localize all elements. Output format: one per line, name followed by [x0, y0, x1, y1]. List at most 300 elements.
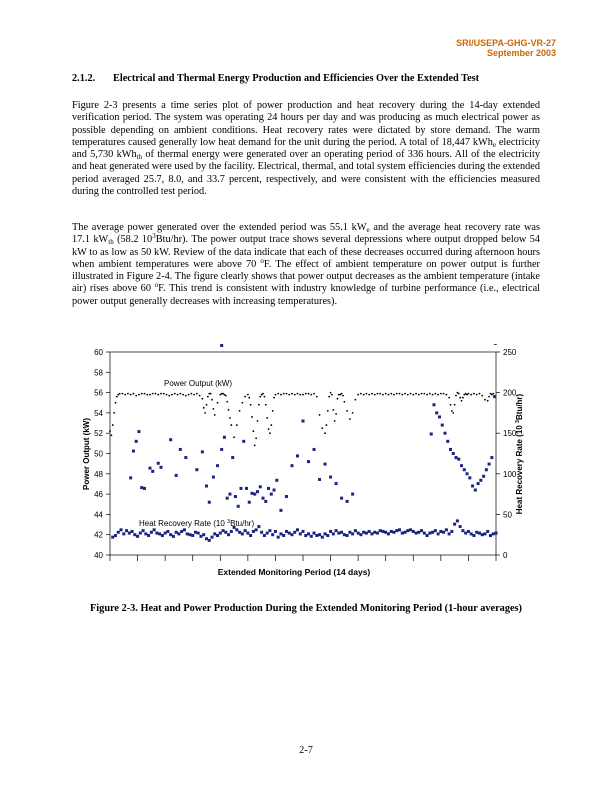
heat-point	[368, 530, 371, 533]
heat-point	[461, 529, 464, 532]
power-point	[250, 404, 252, 406]
heat-point	[296, 454, 299, 457]
power-point	[152, 393, 154, 395]
heat-point	[253, 493, 256, 496]
power-point	[316, 396, 318, 398]
power-point	[393, 394, 395, 396]
power-point	[450, 404, 452, 406]
heat-point	[354, 529, 357, 532]
heat-point	[279, 532, 282, 535]
heat-power-chart	[78, 344, 528, 584]
left-tick-label: 54	[94, 408, 103, 418]
section-heading	[72, 73, 479, 84]
heat-point	[158, 532, 161, 535]
power-point	[335, 413, 337, 415]
heat-point	[460, 464, 463, 467]
heat-point	[351, 532, 354, 535]
heat-point	[246, 532, 249, 535]
power-point	[349, 418, 351, 420]
power-point	[455, 395, 457, 397]
heat-point	[304, 534, 307, 537]
heat-point	[216, 464, 219, 467]
heat-point	[227, 533, 230, 536]
power-point	[130, 394, 132, 396]
heat-point	[326, 534, 329, 537]
page-number: 2-7	[299, 745, 313, 756]
heat-point	[340, 497, 343, 500]
heat-point	[125, 529, 128, 532]
power-point	[487, 400, 489, 402]
heat-point	[332, 532, 335, 535]
heat-point	[477, 482, 480, 485]
heat-point	[384, 531, 387, 534]
heat-point	[194, 531, 197, 534]
heat-point	[346, 500, 349, 503]
power-point	[201, 398, 203, 400]
power-point	[288, 394, 290, 396]
power-point	[468, 393, 470, 395]
power-point	[346, 410, 348, 412]
power-point	[415, 393, 417, 395]
power-point	[410, 393, 412, 395]
heat-point	[220, 448, 223, 451]
heat-point	[329, 530, 332, 533]
heat-point	[135, 440, 138, 443]
heat-point	[211, 536, 214, 539]
power-point	[248, 397, 250, 399]
power-point	[203, 407, 205, 409]
power-point	[280, 394, 282, 396]
power-point	[291, 393, 293, 395]
power-point	[266, 417, 268, 419]
power-point	[462, 397, 464, 399]
right-tick-label: 0	[503, 551, 508, 560]
heat-point	[122, 532, 125, 535]
heat-point	[120, 528, 123, 531]
heat-point	[466, 472, 469, 475]
right-tick-label: 150	[503, 429, 517, 439]
heat-point	[223, 436, 226, 439]
power-point	[214, 414, 216, 416]
power-point	[177, 394, 179, 396]
power-point	[330, 392, 332, 394]
x-axis-title: Extended Monitoring Period (14 days)	[217, 567, 371, 577]
power-point	[207, 396, 209, 398]
heat-point	[395, 529, 398, 532]
power-point	[495, 344, 497, 345]
heat-point	[299, 532, 302, 535]
y-axis-title-left: Power Output (kW)	[82, 418, 91, 490]
heat-point	[235, 528, 238, 531]
heat-point	[222, 529, 225, 532]
heat-point	[201, 450, 204, 453]
heat-point	[348, 531, 351, 534]
power-point	[119, 393, 121, 395]
heat-point	[137, 430, 140, 433]
power-point	[327, 410, 329, 412]
power-point	[217, 402, 219, 404]
power-point	[247, 394, 249, 396]
heat-point	[199, 535, 202, 538]
power-point	[144, 393, 146, 395]
heat-point	[238, 531, 241, 534]
heat-point	[324, 532, 327, 535]
heat-point	[423, 532, 426, 535]
power-point	[236, 424, 238, 426]
power-point	[110, 434, 112, 436]
power-point	[157, 394, 159, 396]
power-point	[258, 404, 260, 406]
power-point	[160, 393, 162, 395]
power-point	[182, 394, 184, 396]
power-point	[141, 393, 143, 395]
left-axis	[94, 348, 110, 560]
heat-point	[455, 456, 458, 459]
annotation-heat-recovery: Heat Recovery Rate (10 $^3$Btu/hr)	[139, 519, 255, 528]
heat-point	[205, 537, 208, 540]
heat-point	[478, 532, 481, 535]
heat-point	[390, 530, 393, 533]
power-point	[390, 393, 392, 395]
power-point	[255, 437, 257, 439]
heat-point	[318, 478, 321, 481]
heat-point	[479, 479, 482, 482]
power-point	[212, 408, 214, 410]
power-point	[127, 393, 129, 395]
heat-point	[489, 534, 492, 537]
power-point	[264, 396, 266, 398]
left-tick-label: 46	[94, 490, 103, 500]
heat-point	[452, 452, 455, 455]
power-point	[448, 397, 450, 399]
heat-point	[343, 533, 346, 536]
heat-point	[231, 456, 234, 459]
power-point	[476, 394, 478, 396]
power-point	[429, 393, 431, 395]
heat-point	[180, 530, 183, 533]
heat-point	[252, 530, 255, 533]
power-point	[272, 410, 274, 412]
power-point	[423, 393, 425, 395]
right-axis	[496, 348, 517, 560]
power-point	[204, 412, 206, 414]
heat-point	[335, 529, 338, 532]
power-point	[454, 404, 456, 406]
heat-point	[262, 497, 265, 500]
power-point	[244, 396, 246, 398]
heat-point	[471, 484, 474, 487]
heat-point	[373, 531, 376, 534]
heat-point	[315, 534, 318, 537]
power-point	[332, 409, 334, 411]
heat-point	[468, 476, 471, 479]
heat-point	[175, 531, 178, 534]
heat-point	[195, 468, 198, 471]
power-point	[259, 396, 261, 398]
heat-recovery-series	[111, 344, 497, 542]
heat-point	[143, 487, 146, 490]
heat-point	[290, 533, 293, 536]
heat-point	[219, 532, 222, 535]
power-point	[377, 393, 379, 395]
power-point	[488, 396, 490, 398]
power-point	[371, 393, 373, 395]
power-point	[155, 393, 157, 395]
power-point	[341, 393, 343, 395]
power-point	[445, 394, 447, 396]
heat-point	[142, 529, 145, 532]
power-point	[275, 394, 277, 396]
power-point	[286, 393, 288, 395]
heat-point	[428, 532, 431, 535]
power-point	[343, 401, 345, 403]
power-point	[443, 393, 445, 395]
power-point	[265, 404, 267, 406]
heat-point	[495, 532, 498, 535]
annotation-power-output: Power Output (kW)	[164, 379, 233, 388]
heat-point	[285, 530, 288, 533]
power-point	[149, 394, 151, 396]
power-point	[418, 394, 420, 396]
heat-point	[184, 456, 187, 459]
power-point	[328, 396, 330, 398]
power-output-series	[109, 344, 497, 446]
heat-point	[381, 530, 384, 533]
heat-point	[111, 536, 114, 539]
heat-point	[432, 403, 435, 406]
heat-point	[155, 532, 158, 535]
heat-point	[248, 501, 251, 504]
left-tick-label: 50	[94, 449, 103, 459]
power-point	[225, 395, 227, 397]
heat-point	[449, 448, 452, 451]
power-point	[379, 393, 381, 395]
power-point	[473, 393, 475, 395]
heat-point	[376, 532, 379, 535]
heat-point	[493, 395, 496, 398]
power-point	[112, 424, 114, 426]
heat-point	[313, 448, 316, 451]
right-tick-label: 100	[503, 469, 517, 479]
heat-point	[161, 534, 164, 537]
right-tick-label: 50	[503, 510, 512, 520]
heat-point	[234, 495, 237, 498]
paragraph-power-heat-summary: Figure 2-3 presents a time series plot of power production and heat recovery during the 14-day extended verification period. The system was operating 24 hours per day and was producing as much electrical power as possible depending on ambient conditions. Heat recovery rates were dictated by store demand. The warm temperatures caused generally low heat demand for the unit during the period. A total of 18,447 kWh$_e$ electricity and 5,730 kWh$_{th}$ of thermal energy were generated over an operating period of 336 hours. All of the electricity and heat generated were used by the facility. Electrical, thermal, and total system efficiencies during the extended period averaged 25.7, 8.0, and 33.7 percent, respectively, and were consistent with the efficiencies measured during the controlled test period.	[72, 100, 540, 198]
power-point	[401, 394, 403, 396]
power-point	[174, 393, 176, 395]
left-tick-label: 56	[94, 388, 103, 398]
heat-point	[488, 463, 491, 466]
power-point	[115, 402, 117, 404]
heat-point	[392, 531, 395, 534]
heat-point	[139, 532, 142, 535]
heat-point	[129, 476, 132, 479]
heat-point	[483, 532, 486, 535]
heat-point	[398, 528, 401, 531]
power-point	[308, 393, 310, 395]
power-point	[262, 393, 264, 395]
power-point	[451, 410, 453, 412]
heat-point	[175, 474, 178, 477]
power-point	[241, 402, 243, 404]
heat-point	[237, 505, 240, 508]
heat-point	[266, 532, 269, 535]
heat-point	[133, 533, 136, 536]
heat-point	[430, 433, 433, 436]
power-point	[116, 396, 118, 398]
heat-point	[434, 529, 437, 532]
power-point	[354, 399, 356, 401]
power-point	[382, 394, 384, 396]
power-point	[326, 424, 328, 426]
power-point	[233, 436, 235, 438]
heat-point	[150, 531, 153, 534]
heat-point	[486, 530, 489, 533]
power-point	[352, 412, 354, 414]
heat-point	[264, 500, 267, 503]
heat-point	[293, 531, 296, 534]
power-point	[481, 395, 483, 397]
power-point	[363, 394, 365, 396]
heat-point	[285, 495, 288, 498]
heat-point	[406, 529, 409, 532]
left-tick-label: 44	[94, 510, 103, 520]
heat-point	[346, 534, 349, 537]
power-point	[305, 393, 307, 395]
power-point	[368, 394, 370, 396]
heat-point	[310, 535, 313, 538]
heat-point	[226, 497, 229, 500]
power-point	[337, 398, 339, 400]
heat-point	[321, 536, 324, 539]
power-point	[334, 420, 336, 422]
heat-point	[365, 532, 368, 535]
right-tick-label: 250	[503, 348, 517, 357]
power-point	[257, 420, 259, 422]
heat-point	[472, 534, 475, 537]
heat-point	[224, 531, 227, 534]
heat-point	[412, 530, 415, 533]
left-tick-label: 48	[94, 469, 103, 479]
power-point	[302, 394, 304, 396]
heat-point	[470, 532, 473, 535]
power-point	[452, 412, 454, 414]
power-point	[254, 444, 256, 446]
heat-point	[259, 485, 262, 488]
heat-point	[275, 479, 278, 482]
power-point	[277, 393, 279, 395]
x-axis	[110, 555, 496, 561]
heat-point	[255, 528, 258, 531]
heat-point	[268, 529, 271, 532]
power-point	[206, 404, 208, 406]
power-point	[479, 393, 481, 395]
power-point	[297, 393, 299, 395]
power-point	[426, 394, 428, 396]
heat-point	[351, 493, 354, 496]
heat-point	[208, 501, 211, 504]
heat-point	[492, 532, 495, 535]
heat-point	[359, 533, 362, 536]
power-point	[299, 394, 301, 396]
power-point	[324, 432, 326, 434]
power-point	[319, 414, 321, 416]
heat-point	[445, 528, 448, 531]
heat-point	[202, 533, 205, 536]
power-point	[199, 395, 201, 397]
power-point	[459, 397, 461, 399]
heat-point	[132, 450, 135, 453]
heat-point	[450, 530, 453, 533]
power-point	[484, 399, 486, 401]
power-point	[273, 397, 275, 399]
left-tick-label: 42	[94, 530, 103, 540]
heat-point	[415, 532, 418, 535]
heat-point	[417, 531, 420, 534]
power-point	[458, 393, 460, 395]
heat-point	[183, 528, 186, 531]
power-point	[310, 394, 312, 396]
heat-point	[437, 532, 440, 535]
heat-point	[160, 466, 163, 469]
power-point	[270, 424, 272, 426]
heat-point	[329, 476, 332, 479]
heat-point	[274, 530, 277, 533]
report-id: SRI/USEPA-GHG-VR-27	[456, 38, 556, 48]
heat-point	[267, 487, 270, 490]
heat-point	[216, 534, 219, 537]
heat-point	[475, 531, 478, 534]
power-point	[461, 400, 463, 402]
heat-point	[140, 486, 143, 489]
heat-point	[307, 532, 310, 535]
power-point	[185, 395, 187, 397]
heat-point	[453, 523, 456, 526]
heat-point	[212, 476, 215, 479]
heat-point	[481, 533, 484, 536]
heat-point	[318, 533, 321, 536]
heat-point	[482, 475, 485, 478]
power-point	[321, 427, 323, 429]
heat-point	[302, 420, 305, 423]
power-point	[251, 416, 253, 418]
power-point	[133, 393, 135, 395]
paragraph-average-power: The average power generated over the extended period was 55.1 $kW_e$ and the average heat recovery rate was 17.1 $kW_{th}$ (58.2 $10^3Btu/hr$). The power output trace shows several depressions where output dropped below 54 kW to as low as 50 kW. Review of the data indicate that each of these decreases occurred during afternoon hours when ambient temperatures were above 70 $^o$F. The effect of ambient temperature on power output is further illustrated in Figure 2-4. The figure clearly shows that power output decreases as the ambient temperature (intake air) rises above 60 $^o$F. This trend is consistent with industry knowledge of turbine performance (i.e., electrical power output generally decreases with increasing temperatures).	[72, 222, 540, 307]
power-point	[138, 394, 140, 396]
left-tick-label: 58	[94, 368, 103, 378]
heat-point	[340, 531, 343, 534]
power-point	[188, 394, 190, 396]
heat-point	[228, 493, 231, 496]
power-point	[404, 393, 406, 395]
power-point	[283, 393, 285, 395]
power-point	[109, 430, 111, 432]
heat-point	[439, 530, 442, 533]
heat-point	[409, 528, 412, 531]
heat-point	[205, 484, 208, 487]
heat-point	[485, 468, 488, 471]
heat-point	[335, 482, 338, 485]
heat-point	[166, 530, 169, 533]
heat-point	[169, 533, 172, 536]
heat-point	[457, 458, 460, 461]
heat-point	[128, 532, 131, 535]
power-point	[135, 395, 137, 397]
power-point	[412, 394, 414, 396]
heat-point	[136, 535, 139, 538]
heat-point	[263, 534, 266, 537]
heat-point	[151, 470, 154, 473]
